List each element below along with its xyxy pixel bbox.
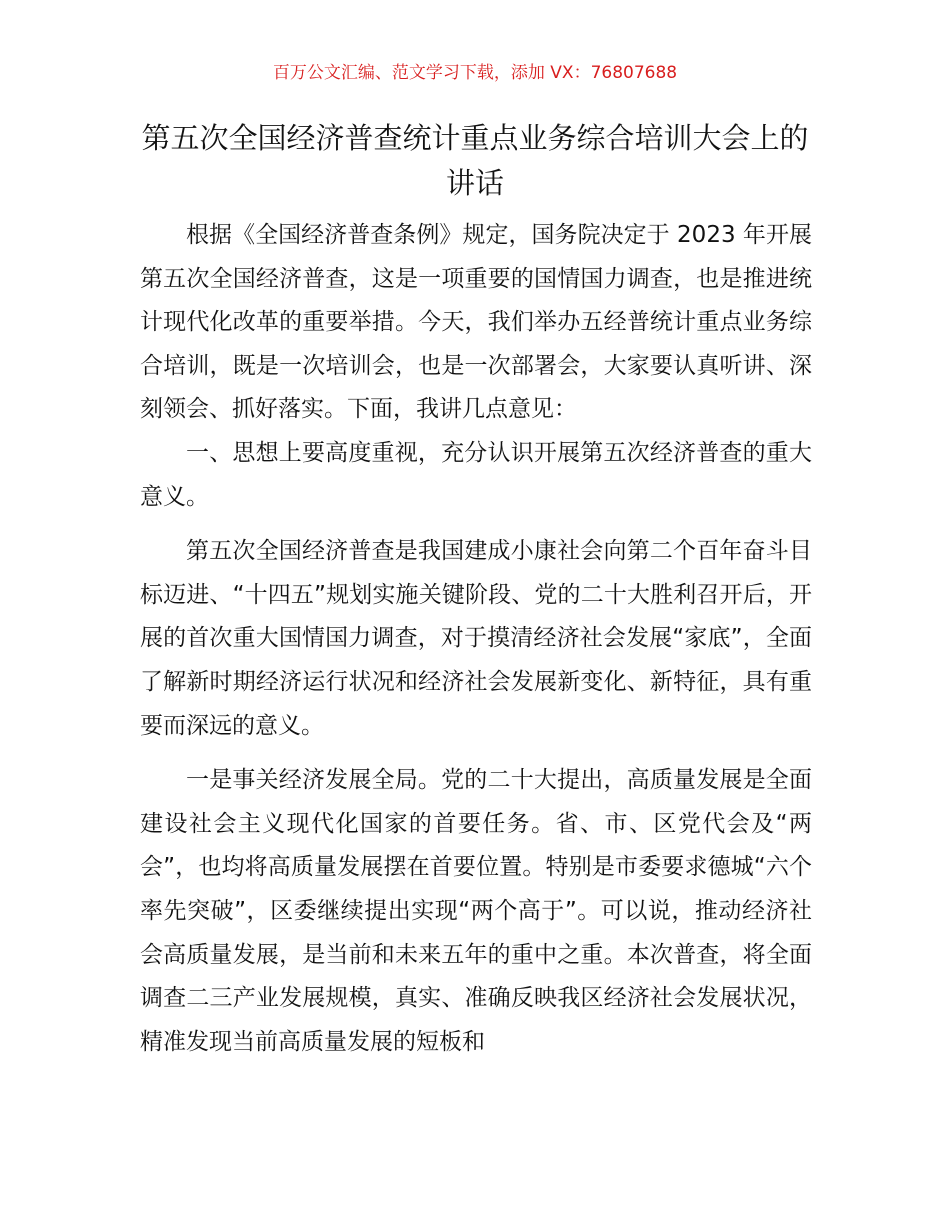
document-title: 第五次全国经济普查统计重点业务综合培训大会上的讲话 [141,121,809,200]
document-body [140,214,812,1064]
paragraph-significance: 第五次全国经济普查是我国建成小康社会向第二个百年奋斗目标迈进、“十四五”规划实施关键阶段、党的二十大胜利召开后，开展的首次重大国情国力调查，对于摸清经济社会发展“家底”，全面了解新时期经济运行状况和经济社会发展新变化、新特征，具有重要而深远的意义。 [140,538,812,739]
header-watermark-note: 百万公文汇编、范文学习下载，添加 VX：76807688 [272,63,678,83]
paragraph-section-heading-1: 一、思想上要高度重视，充分认识开展第五次经济普查的重大意义。 [140,439,812,510]
paragraph-point-1: 一是事关经济发展全局。党的二十大提出，高质量发展是全面建设社会主义现代化国家的首要任务。省、市、区党代会及“两会”，也均将高质量发展摆在首要位置。特别是市委要求德城“六个率先突破”，区委继续提出实现“两个高于”。可以说，推动经济社会高质量发展，是当前和未来五年的重中之重。本次普查，将全面调查二三产业发展规模，真实、准确反映我区经济社会发展状况，精准发现当前高质量发展的短板和 [140,767,812,1055]
paragraph-intro: 根据《全国经济普查条例》规定，国务院决定于 2023 年开展第五次全国经济普查，这是一项重要的国情国力调查，也是推进统计现代化改革的重要举措。今天，我们举办五经普统计重点业务综合培训，既是一次培训会，也是一次部署会，大家要认真听讲、深刻领会、抓好落实。下面，我讲几点意见： [140,222,812,423]
